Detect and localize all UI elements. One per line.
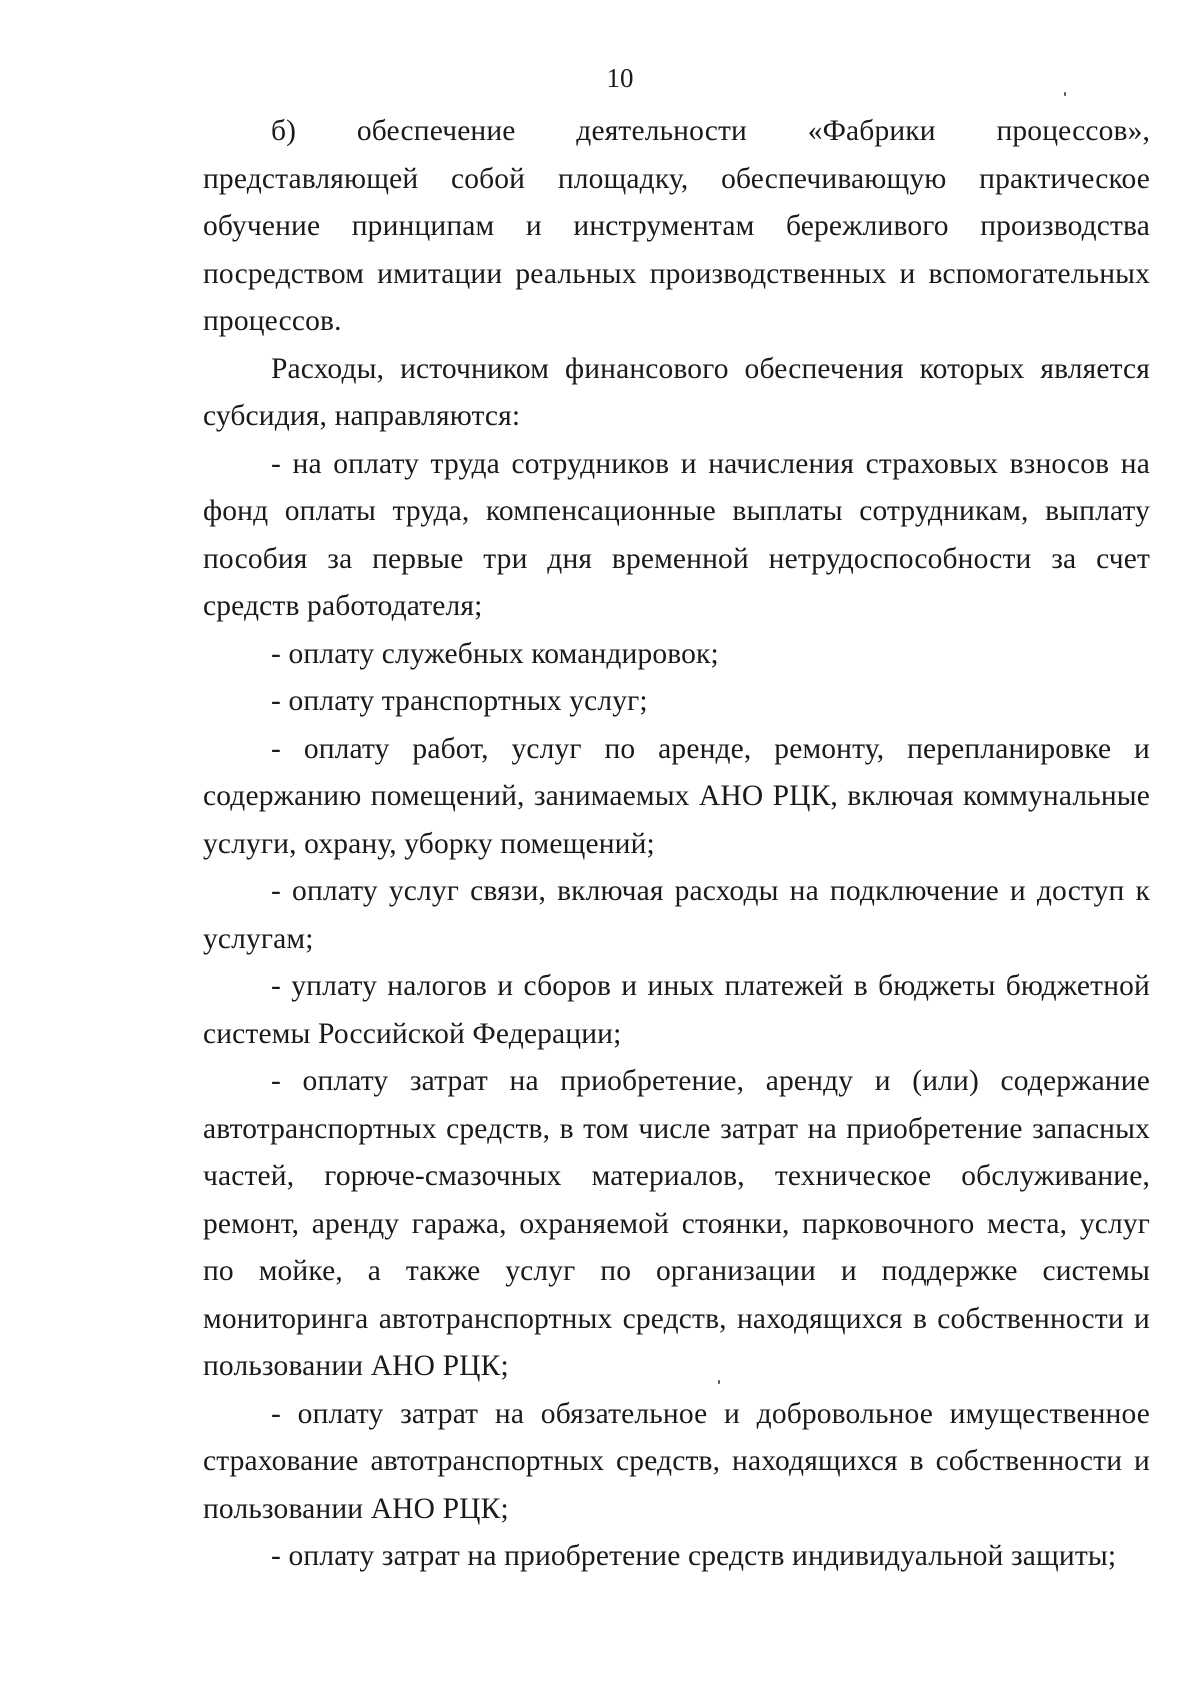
list-item-premises: - оплату работ, услуг по аренде, ремонту, перепланировке и содержанию помещений, занимаемых АНО РЦК, включая коммунальные услуги, охрану, уборку помещений; (203, 732, 1150, 860)
list-item-communication: - оплату услуг связи, включая расходы на подключение и доступ к услугам; (203, 875, 1150, 955)
list-item-transport-services: - оплату транспортных услуг; (271, 685, 648, 717)
scan-speck (1064, 92, 1066, 96)
list-item-protective-equipment: - оплату затрат на приобретение средств индивидуальной защиты; (271, 1540, 1117, 1572)
list-item-salary: - на оплату труда сотрудников и начисления страховых взносов на фонд оплаты труда, компенсационные выплаты сотрудникам, выплату пособия за первые три дня временной нетрудоспособности за счет средств работодателя; (203, 447, 1150, 622)
list-item-vehicle-insurance: - оплату затрат на обязательное и добровольное имущественное страхование автотранспортных средств, находящихся в собственности и пользовании АНО РЦК; (203, 1397, 1150, 1525)
list-item-vehicles: - оплату затрат на приобретение, аренду и (или) содержание автотранспортных средств, в том числе затрат на приобретение запасных частей, горюче-смазочных материалов, техническое обслуживание, ремонт, аренду гаража, охраняемой стоянки, парковочного места, услуг по мойке, а также услуг по организации и поддержке системы мониторинга автотранспортных средств, находящихся в собственности и пользовании АНО РЦК; (203, 1065, 1150, 1382)
paragraph-expenses-intro: Расходы, источником финансового обеспечения которых является субсидия, направляются: (203, 352, 1150, 432)
list-item-taxes: - уплату налогов и сборов и иных платежей в бюджеты бюджетной системы Российской Федерации; (203, 970, 1150, 1050)
page-number: 10 (606, 63, 634, 93)
document-body (203, 108, 1150, 1581)
paragraph-fabrika-processov: б) обеспечение деятельности «Фабрики процессов», представляющей собой площадку, обеспечивающую практическое обучение принципам и инструментам бережливого производства посредством имитации реальных производственных и вспомогательных процессов. (203, 115, 1150, 337)
list-item-business-trips: - оплату служебных командировок; (271, 637, 719, 670)
